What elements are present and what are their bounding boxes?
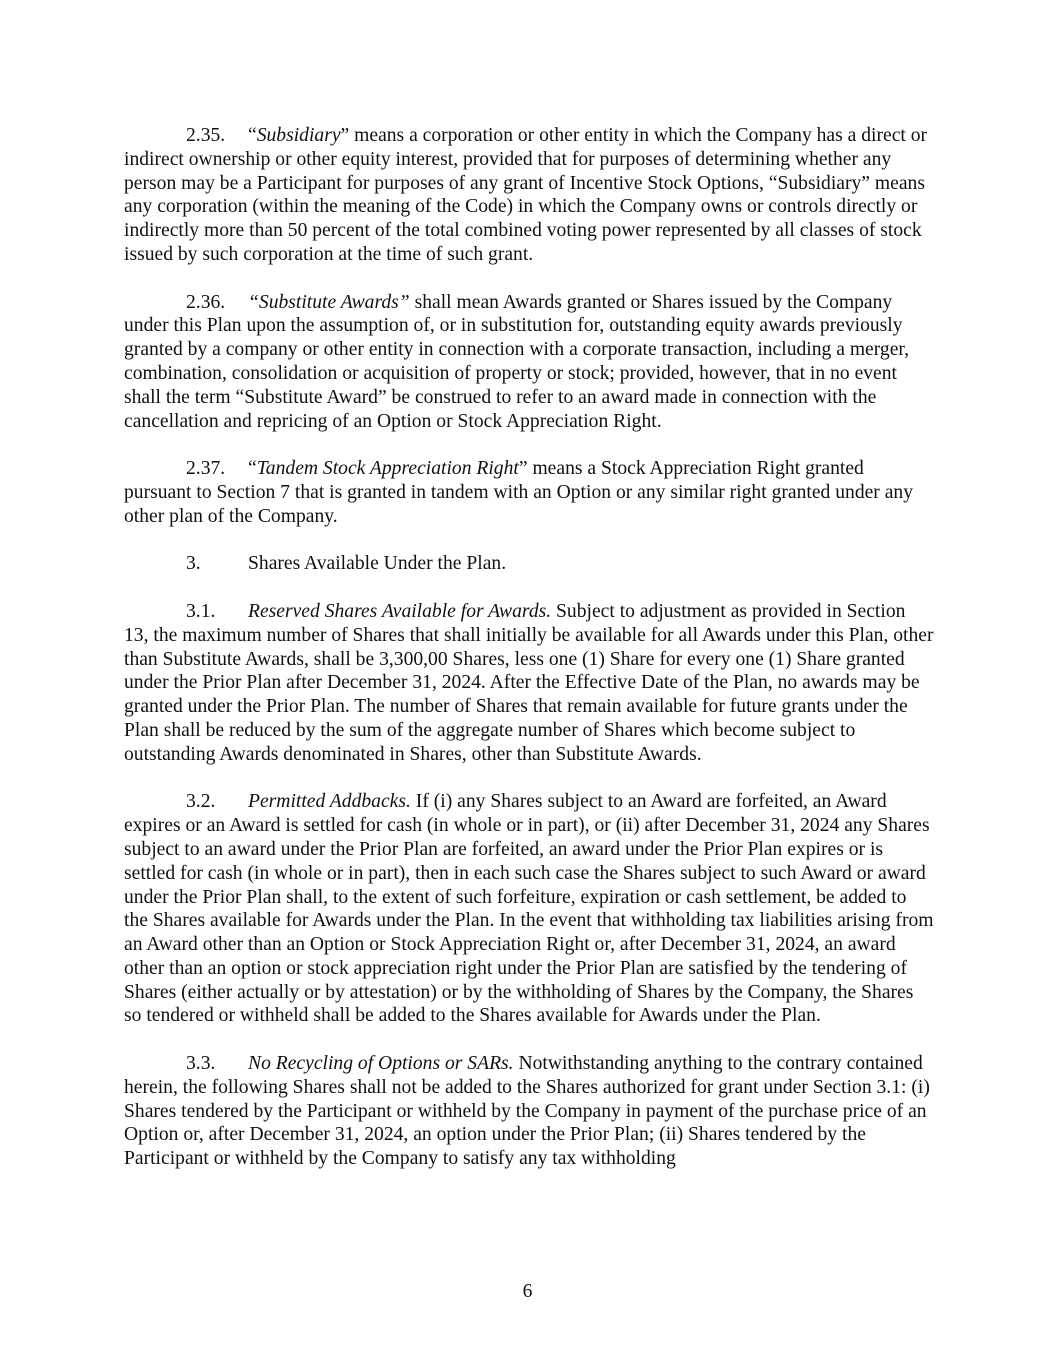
section-2-35 — [124, 124, 934, 267]
section-body: Subject to adjustment as provided in Section 13, the maximum number of Shares that shall initially be available for all Awards under this Plan, other than Substitute Awards, shall be 3,300,00 Shares, less one (1) Share for every one (1) Share granted under the Prior Plan after December 31, 2024. After the Effective Date of the Plan, no awards may be granted under the Prior Plan. The number of Shares that remain available for future grants under the Plan shall be reduced by the sum of the aggregate number of Shares which become subject to outstanding Awards denominated in Shares, other than Substitute Awards. — [124, 600, 934, 765]
section-2-36 — [124, 291, 934, 434]
section-body: If (i) any Shares subject to an Award are forfeited, an Award expires or an Award is settled for cash (in whole or in part), or (ii) after December 31, 2024 any Shares subject to an award under the Prior Plan are forfeited, an award under the Prior Plan expires or is settled for cash (in whole or in part), then in each such case the Shares subject to such Award or award under the Prior Plan shall, to the extent of such forfeiture, expiration or cash settlement, be added to the Shares available for Awards under the Plan. In the event that withholding tax liabilities arising from an Award other than an Option or Stock Appreciation Right or, after December 31, 2024, an award other than an option or stock appreciation right under the Prior Plan are satisfied by the tendering of Shares (either actually or by attestation) or by the withholding of Shares by the Company, the Shares so tendered or withheld shall be added to the Shares available for Awards under the Plan. — [124, 791, 934, 1027]
section-number: 3.3. — [186, 1053, 216, 1075]
section-number: 3.2. — [186, 791, 216, 813]
defined-term: “Substitute Awards” — [248, 291, 410, 313]
section-number: 3. — [186, 553, 201, 575]
section-3-2 — [124, 790, 934, 1028]
section-3-1 — [124, 600, 934, 767]
section-number: 2.35. — [186, 125, 226, 146]
subsection-title: Reserved Shares Available for Awards. — [248, 600, 552, 622]
defined-term: Tandem Stock Appreciation Right — [256, 458, 519, 480]
section-title: Shares Available Under the Plan. — [248, 553, 507, 575]
section-2-37 — [124, 457, 934, 528]
section-3-3 — [124, 1052, 934, 1171]
section-number: 2.37. — [186, 458, 226, 480]
section-body: shall mean Awards granted or Shares issued by the Company under this Plan upon the assumption of, or in substitution for, outstanding equity awards previously granted by a company or other entity in connection with a corporate transaction, including a merger, combination, consolidation or acquisition of property or stock; provided, however, that in no event shall the term “Substitute Award” be construed to refer to an award made in connection with the cancellation and repricing of an Option or Stock Appreciation Right. — [124, 291, 910, 432]
open-quote: “ — [248, 125, 257, 146]
section-number: 3.1. — [186, 600, 216, 622]
section-body: Notwithstanding anything to the contrary contained herein, the following Shares shall not be added to the Shares authorized for grant under Section 3.1: (i) Shares tendered by the Participant or withheld by the Company in payment of the purchase price of an Option or, after December 31, 2024, an option under the Prior Plan; (ii) Shares tendered by the Participant or withheld by the Company to satisfy any tax withholding — [124, 1053, 930, 1170]
subsection-title: No Recycling of Options or SARs. — [248, 1053, 514, 1075]
section-body: ” means a Stock Appreciation Right granted pursuant to Section 7 that is granted in tandem with an Option or any similar right granted under any other plan of the Company. — [124, 458, 914, 527]
document-page — [124, 124, 934, 1171]
open-quote: “ — [248, 458, 257, 480]
defined-term: Subsidiary — [256, 125, 341, 146]
subsection-title: Permitted Addbacks. — [248, 791, 411, 813]
page-number: 6 — [522, 1281, 533, 1302]
section-3-heading — [124, 552, 934, 576]
section-number: 2.36. — [186, 291, 226, 313]
section-body: ” means a corporation or other entity in which the Company has a direct or indirect ownership or other equity interest, provided that for purposes of determining whether any person may be a Participant for purposes of any grant of Incentive Stock Options, “Subsidiary” means any corporation (within the meaning of the Code) in which the Company owns or controls directly or indirectly more than 50 percent of the total combined voting power represented by all classes of stock issued by such corporation at the time of such grant. — [124, 125, 928, 265]
